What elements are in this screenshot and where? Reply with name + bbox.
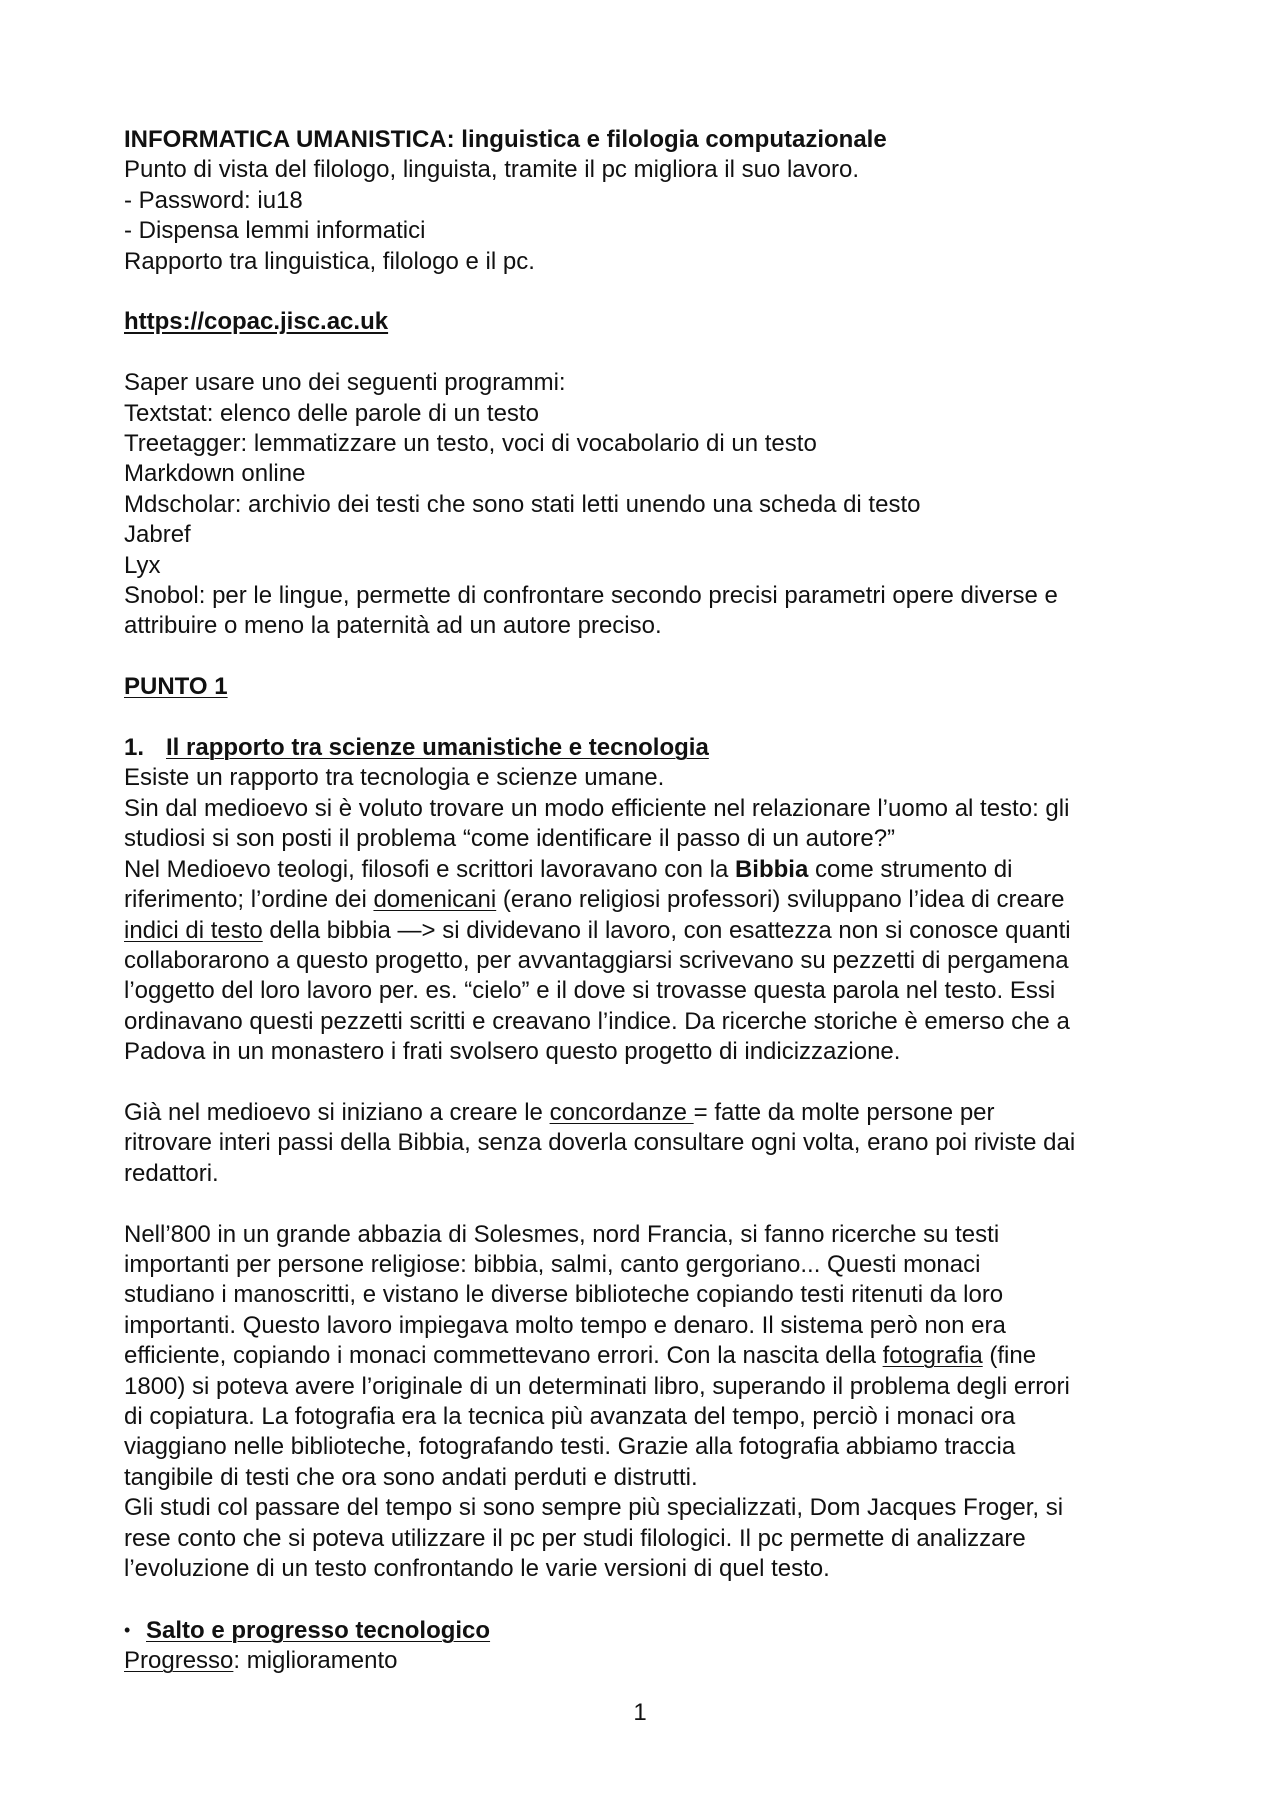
paragraph-line: Gli studi col passare del tempo si sono sempre più specializzati, Dom Jacques Froger, si (124, 1494, 1064, 1522)
page-number: 1 (633, 1699, 647, 1726)
paragraph-line: Sin dal medioevo si è voluto trovare un modo efficiente nel relazionare l’uomo al testo: gli (124, 794, 1070, 822)
paragraph-line: ritrovare interi passi della Bibbia, senza doverla consultare ogni volta, erano poi riviste dai (124, 1129, 1076, 1157)
document-title: INFORMATICA UMANISTICA: linguistica e filologia computazionale (124, 126, 887, 153)
paragraph-line: Esiste un rapporto tra tecnologia e scienze umane. (124, 764, 665, 792)
fotografia-underlined: fotografia (882, 1342, 983, 1370)
paragraph-line: tangibile di testi che ora sono andati perduti e distrutti. (124, 1463, 698, 1491)
spacer (124, 277, 1164, 307)
paragraph-line: Già nel medioevo si iniziano a creare le concordanze = fatte da molte persone per (124, 1098, 995, 1126)
paragraph-line: Padova in un monastero i frati svolsero questo progetto di indicizzazione. (124, 1038, 901, 1066)
domenicani-underlined: domenicani (373, 886, 497, 914)
program-item: Textstat: elenco delle parole di un testo (124, 399, 539, 427)
paragraph-line: importanti. Questo lavoro impiegava molto tempo e denaro. Il sistema però non era (124, 1311, 1006, 1339)
paragraph-line: studiosi si son posti il problema “come identificare il passo di un autore?” (124, 825, 896, 853)
intro-line: - Password: iu18 (124, 186, 303, 214)
bullet-heading (124, 1615, 1164, 1646)
paragraph-line: Nell’800 in un grande abbazia di Solesmes, nord Francia, si fanno ricerche su testi (124, 1220, 1000, 1248)
subsection-number: 1. (124, 734, 145, 762)
paragraph-line: efficiente, copiando i monaci commettevano errori. Con la nascita della fotografia (fine (124, 1342, 1037, 1370)
paragraph-line: riferimento; l’ordine dei domenicani (erano religiosi professori) sviluppano l’idea di creare (124, 886, 1065, 914)
subsection-heading (124, 733, 1164, 763)
program-item: Mdscholar: archivio dei testi che sono stati letti unendo una scheda di testo (124, 490, 921, 518)
program-item: Snobol: per le lingue, permette di confrontare secondo precisi parametri opere diverse e (124, 582, 1058, 610)
bullet-icon: • (124, 1619, 131, 1640)
intro-line: - Dispensa lemmi informatici (124, 217, 426, 245)
program-item: Treetagger: lemmatizzare un testo, voci di vocabolario di un testo (124, 430, 817, 458)
program-item: Markdown online (124, 460, 306, 488)
paragraph-line: rese conto che si poteva utilizzare il pc per studi filologici. Il pc permette di analizzare (124, 1524, 1026, 1552)
programs-intro: Saper usare uno dei seguenti programmi: (124, 369, 566, 397)
copac-link[interactable]: https://copac.jisc.ac.uk (124, 308, 389, 336)
progresso-underlined: Progresso (124, 1647, 234, 1675)
bibbia-bold: Bibbia (734, 855, 809, 883)
concordanze-underlined: concordanze (549, 1098, 694, 1126)
spacer (124, 338, 1164, 368)
spacer (124, 1068, 1164, 1098)
intro-line: Rapporto tra linguistica, filologo e il pc. (124, 247, 535, 275)
paragraph-line: ordinavano questi pezzetti scritti e creavano l’indice. Da ricerche storiche è emerso che a (124, 1007, 1070, 1035)
paragraph-line: l’evoluzione di un testo confrontando le varie versioni di quel testo. (124, 1555, 830, 1582)
document-page (124, 125, 1164, 1677)
paragraph-line: l’oggetto del loro lavoro per. es. “cielo” e il dove si trovasse questa parola nel testo. Essi (124, 977, 1056, 1005)
section-heading: PUNTO 1 (124, 673, 228, 701)
intro-line: Punto di vista del filologo, linguista, tramite il pc migliora il suo lavoro. (124, 156, 860, 184)
paragraph-line: studiano i manoscritti, e vistano le diverse biblioteche copiando testi ritenuti da loro (124, 1281, 1004, 1309)
url-line (124, 307, 1164, 337)
program-item: Jabref (124, 521, 191, 549)
spacer (124, 642, 1164, 672)
program-item: Lyx (124, 551, 161, 579)
paragraph-line: redattori. (124, 1159, 219, 1187)
program-item-continued: attribuire o meno la paternità ad un autore preciso. (124, 612, 662, 640)
bullet-title: Salto e progresso tecnologico (146, 1616, 491, 1644)
paragraph-line: indici di testo della bibbia —> si dividevano il lavoro, con esattezza non si conosce quanti (124, 916, 1071, 944)
definition-line: Progresso: miglioramento (124, 1647, 398, 1675)
paragraph-line: di copiatura. La fotografia era la tecnica più avanzata del tempo, perciò i monaci ora (124, 1402, 1016, 1430)
paragraph-line: 1800) si poteva avere l’originale di un determinati libro, superando il problema degli errori (124, 1372, 1070, 1400)
paragraph-line: viaggiano nelle biblioteche, fotografando testi. Grazie alla fotografia abbiamo traccia (124, 1433, 1016, 1461)
spacer (124, 1189, 1164, 1219)
subsection-title: Il rapporto tra scienze umanistiche e tecnologia (166, 734, 709, 762)
spacer (124, 1584, 1164, 1614)
paragraph-line: collaborarono a questo progetto, per avvantaggiarsi scrivevano su pezzetti di pergamena (124, 946, 1069, 974)
indici-underlined: indici di testo (124, 916, 263, 944)
paragraph-line: importanti per persone religiose: bibbia, salmi, canto gergoriano... Questi monaci (124, 1250, 981, 1278)
paragraph-line: Nel Medioevo teologi, filosofi e scrittori lavoravano con la Bibbia come strumento di (124, 855, 1013, 883)
spacer (124, 703, 1164, 733)
